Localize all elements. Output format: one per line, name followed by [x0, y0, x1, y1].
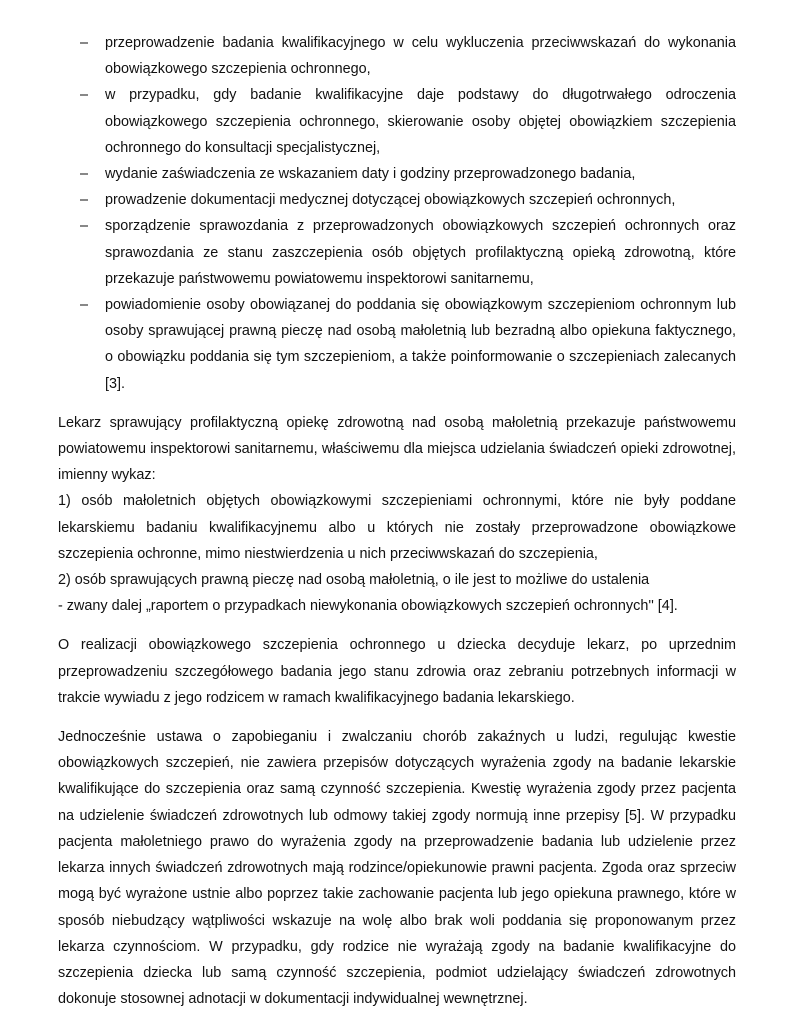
report-item-1: 1) osób małoletnich objętych obowiązkowymi szczepieniami ochronnymi, które nie były poddane lekarskiemu badaniu kwalifikacyjnemu albo u których nie zostały przeprowadzone obowiązkowe szczepienia ochronne, mimo niestwierdzenia u nich przeciwwskazań do szczepienia,	[58, 493, 736, 562]
bullet-dash: –	[80, 192, 89, 209]
report-paragraph	[58, 410, 736, 620]
document-page	[58, 30, 736, 1012]
report-item-2: 2) osób sprawujących prawną pieczę nad osobą małoletnią, o ile jest to możliwe do ustalenia	[58, 572, 650, 589]
list-item-text: prowadzenie dokumentacji medycznej dotyczącej obowiązkowych szczepień ochronnych,	[105, 192, 676, 209]
list-item-text: przeprowadzenie badania kwalifikacyjnego w celu wykluczenia przeciwwskazań do wykonania obowiązkowego szczepienia ochronnego,	[105, 35, 736, 78]
report-intro: Lekarz sprawujący profilaktyczną opiekę zdrowotną nad osobą małoletnią przekazuje państwowemu powiatowemu inspektorowi sanitarnemu, właściwemu dla miejsca udzielania świadczeń opieki zdrowotnej, imienny wykaz:	[58, 414, 736, 484]
list-item	[58, 213, 736, 292]
bullet-dash: –	[80, 87, 89, 104]
report-closing: - zwany dalej „raportem o przypadkach niewykonania obowiązkowych szczepień ochronnych'' [4].	[58, 598, 678, 615]
list-item-text: sporządzenie sprawozdania z przeprowadzonych obowiązkowych szczepień ochronnych oraz sprawozdania ze stanu zaszczepienia osób objętych profilaktyczną opieką zdrowotną, które przekazuje państwowemu powiatowemu inspektorowi sanitarnemu,	[105, 218, 736, 287]
list-item	[58, 82, 736, 161]
list-item	[58, 161, 736, 187]
list-item	[58, 30, 736, 82]
bullet-dash: –	[80, 297, 89, 314]
list-item	[58, 187, 736, 213]
duties-list	[58, 30, 736, 397]
bullet-dash: –	[80, 218, 89, 235]
decision-paragraph: O realizacji obowiązkowego szczepienia ochronnego u dziecka decyduje lekarz, po uprzednim przeprowadzeniu szczegółowego badania jego stanu zdrowia oraz zebraniu potrzebnych informacji w trakcie wywiadu z jego rodzicem w ramach kwalifikacyjnego badania lekarskiego.	[58, 637, 736, 706]
bullet-dash: –	[80, 166, 89, 183]
list-item-text: powiadomienie osoby obowiązanej do poddania się obowiązkowym szczepieniom ochronnym lub osoby sprawującej prawną pieczę nad osobą małoletnią lub bezradną albo opiekuna faktycznego, o obowiązku poddania się tym szczepieniom, a także poinformowanie o szczepieniach zalecanych [3].	[105, 297, 736, 392]
bullet-dash: –	[80, 35, 89, 51]
list-item	[58, 292, 736, 397]
list-item-text: w przypadku, gdy badanie kwalifikacyjne daje podstawy do długotrwałego odroczenia obowiązkowego szczepienia ochronnego, skierowanie osoby objętej obowiązkiem szczepienia ochronnego do konsultacji specjalistycznej,	[105, 87, 736, 156]
consent-paragraph: Jednocześnie ustawa o zapobieganiu i zwalczaniu chorób zakaźnych u ludzi, regulując kwestie obowiązkowych szczepień, nie zawiera przepisów dotyczących wyrażenia zgody na badanie lekarskie kwalifikujące do szczepienia oraz samą czynność szczepienia. Kwestię wyrażenia zgody przez pacjenta na udzielenie świadczeń zdrowotnych lub odmowy takiej zgody normują inne przepisy [5]. W przypadku pacjenta małoletniego prawo do wyrażenia zgody na przeprowadzenie badania lub udzielenie przez lekarza innych świadczeń zdrowotnych mają rodzince/opiekunowie prawni pacjenta. Zgoda oraz sprzeciw mogą być wyrażone ustnie albo poprzez takie zachowanie pacjenta lub jego opiekuna prawnego, które w sposób niebudzący wątpliwości wskazuje na wolę albo brak woli poddania się proponowanym przez lekarza czynnościom. W przypadku, gdy rodzice nie wyrażają zgody na badanie kwalifikacyjne do szczepienia dziecka lub samą czynność szczepienia, podmiot udzielający świadczeń zdrowotnych dokonuje stosownej adnotacji w dokumentacji indywidualnej wewnętrznej.	[58, 729, 736, 1008]
list-item-text: wydanie zaświadczenia ze wskazaniem daty i godziny przeprowadzonego badania,	[105, 166, 636, 183]
